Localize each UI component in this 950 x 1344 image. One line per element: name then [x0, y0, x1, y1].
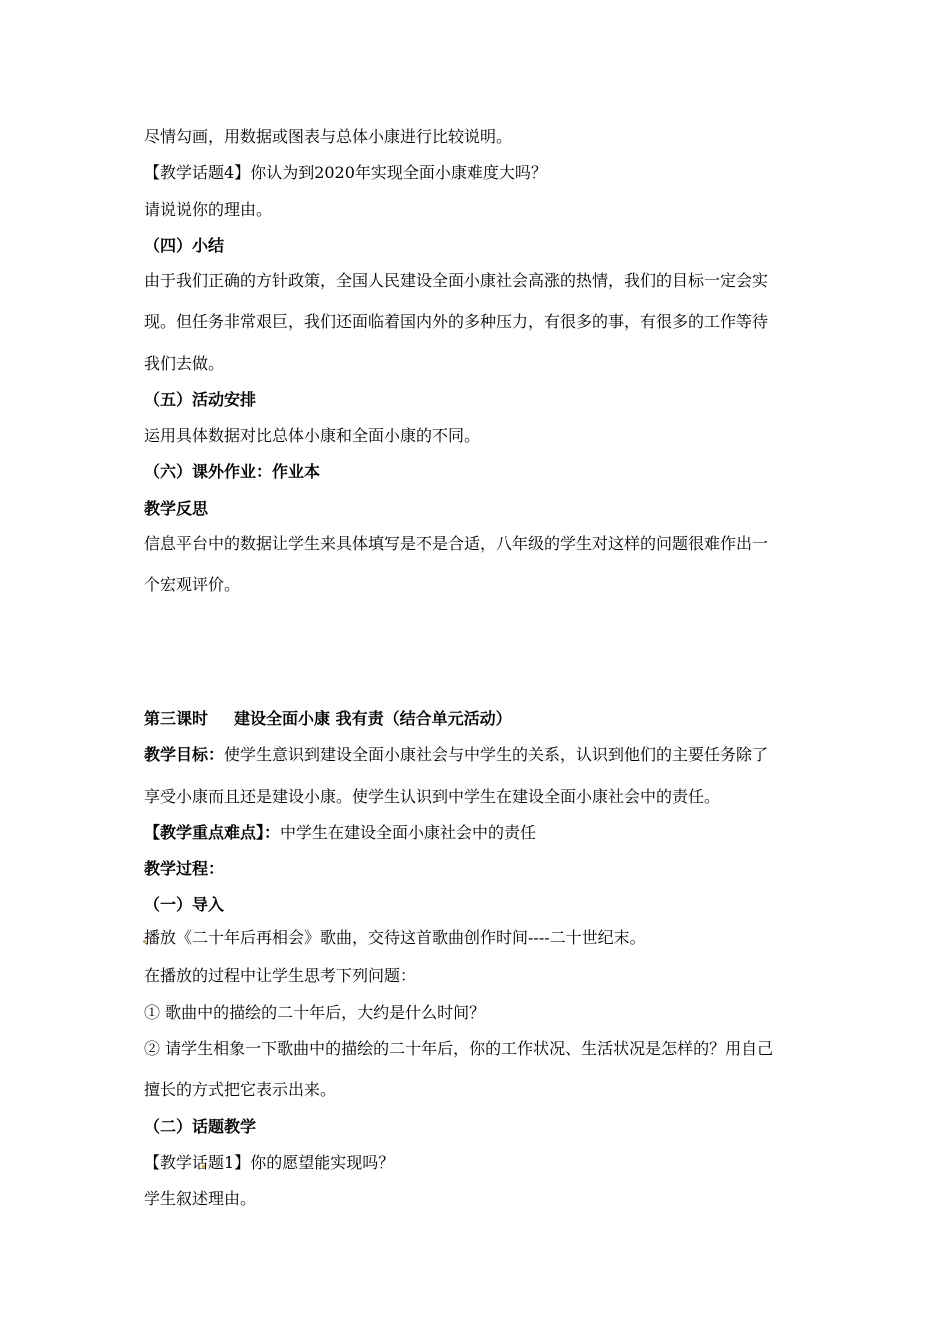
topic-4-bracket: 【教学话题4】 — [144, 163, 251, 182]
intro-line-1: 播放《二十年后再相会》歌曲，交待这首歌曲创作时间----二十世纪末。 — [144, 928, 646, 947]
intro-line-2: 在播放的过程中让学生思考下列问题： — [144, 966, 417, 985]
topic-1-bracket: 【教学话题1】 — [144, 1153, 251, 1172]
paragraph-line: 尽情勾画，用数据或图表与总体小康进行比较说明。 — [144, 127, 513, 146]
reflection-line-1: 信息平台中的数据让学生来具体填写是不是合适，八年级的学生对这样的问题很难作出一 — [144, 534, 769, 553]
lesson-name: 建设全面小康 我有责（结合单元活动） — [234, 709, 512, 728]
homework-heading: （六）课外作业：作业本 — [144, 462, 321, 481]
process-heading: 教学过程： — [144, 859, 225, 878]
topic-1-line — [144, 1153, 394, 1173]
keypoint-text: 中学生在建设全面小康社会中的责任 — [280, 823, 537, 842]
summary-line-3: 我们去做。 — [144, 354, 225, 373]
goal-label: 教学目标： — [144, 745, 225, 764]
topic-teaching-heading: （二）话题教学 — [144, 1117, 257, 1136]
goal-line-2: 享受小康而且还是建设小康。使学生认识到中学生在建设全面小康社会中的责任。 — [144, 787, 721, 806]
intro-heading: （一）导入 — [144, 895, 225, 914]
lesson-title — [144, 709, 512, 729]
question-2-line-1: ② 请学生相象一下歌曲中的描绘的二十年后，你的工作状况、生活状况是怎样的？用自己 — [144, 1039, 774, 1058]
activity-text: 运用具体数据对比总体小康和全面小康的不同。 — [144, 426, 481, 445]
question-2-line-2: 擅长的方式把它表示出来。 — [144, 1080, 337, 1099]
reflection-heading: 教学反思 — [144, 499, 209, 518]
reflection-line-2: 个宏观评价。 — [144, 575, 241, 594]
summary-line-1: 由于我们正确的方针政策，全国人民建设全面小康社会高涨的热情，我们的目标一定会实 — [144, 271, 769, 290]
summary-line-2: 现。但任务非常艰巨，我们还面临着国内外的多种压力，有很多的事，有很多的工作等待 — [144, 312, 769, 331]
goal-text: 使学生意识到建设全面小康社会与中学生的关系，认识到他们的主要任务除了 — [224, 745, 769, 764]
activity-heading: （五）活动安排 — [144, 390, 257, 409]
goal-line-1 — [144, 745, 768, 765]
question-1: ① 歌曲中的描绘的二十年后，大约是什么时间？ — [144, 1003, 486, 1022]
keypoint-label: 【教学重点难点】： — [144, 823, 281, 842]
summary-heading: （四）小结 — [144, 236, 225, 255]
paragraph-line: 请说说你的理由。 — [144, 200, 273, 219]
keypoint-line — [144, 823, 536, 843]
topic-4-line — [144, 163, 547, 183]
topic-4-text: 你认为到2020年实现全面小康难度大吗？ — [250, 163, 547, 182]
topic-1-text: 你的愿望能实现吗？ — [250, 1153, 395, 1172]
lesson-number: 第三课时 — [144, 709, 209, 728]
topic-1-follow: 学生叙述理由。 — [144, 1189, 257, 1208]
